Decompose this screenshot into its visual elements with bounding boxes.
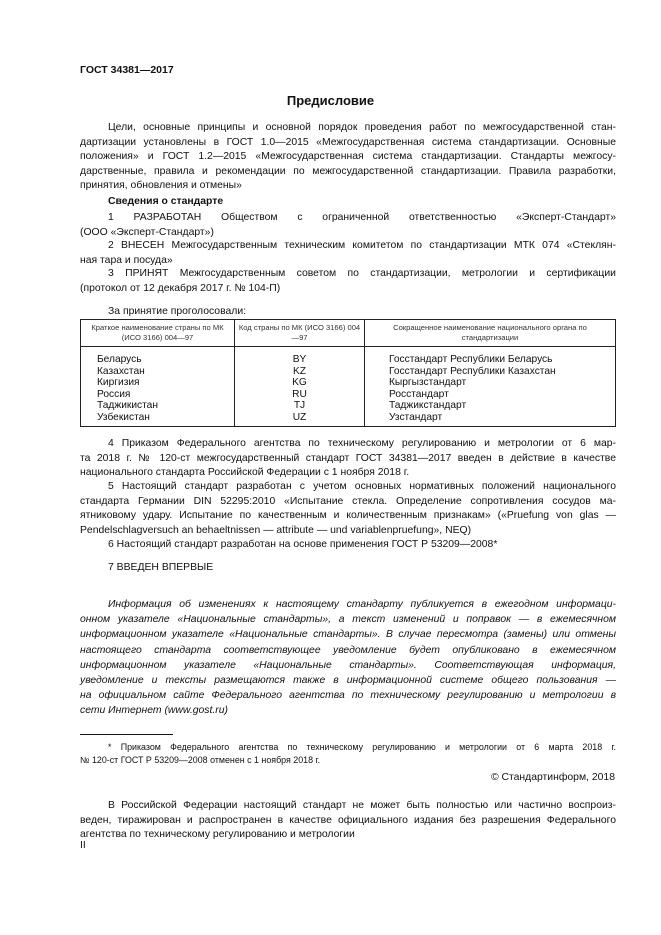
table-row bbox=[81, 389, 616, 401]
item-5-line: 5 Настоящий стандарт разработан с учетом основных нормативных положений национального bbox=[108, 481, 616, 492]
info-line: информационном указателе «Национальные стандарты». В случае пересмотра (замены) или отмены bbox=[80, 629, 616, 641]
country-cell: Киргизия bbox=[81, 377, 235, 389]
code-cell: KG bbox=[235, 377, 365, 389]
table-header-body: Сокращенное наименование национального органа по стандартизации bbox=[365, 320, 616, 347]
code-cell: RU bbox=[235, 389, 365, 401]
item-5-line: ятниковому удару. Испытание по качественным и количественным признакам» («Pruefung von glas — bbox=[80, 510, 616, 521]
item-6 bbox=[80, 538, 616, 553]
code-cell: BY bbox=[235, 347, 365, 366]
table-header-row bbox=[81, 320, 616, 347]
item-1 bbox=[80, 211, 616, 240]
code-cell: KZ bbox=[235, 366, 365, 378]
info-line: Информация об изменениях к настоящему стандарту публикуется в ежегодном информаци- bbox=[108, 599, 616, 610]
footnote-line: № 120-ст ГОСТ Р 53209—2008 отменен с 1 ноября 2018 г. bbox=[80, 754, 321, 765]
footnote-line: * Приказом Федерального агентства по техническому регулированию и метрологии от 6 марта 2018 г. bbox=[108, 742, 616, 752]
country-cell: Таджикистан bbox=[81, 400, 235, 412]
item-1-line: 1 РАЗРАБОТАН Обществом с ограниченной ответственностью «Эксперт-Стандарт» bbox=[108, 212, 616, 223]
table-row bbox=[81, 412, 616, 427]
votes-intro: За принятие проголосовали: bbox=[108, 306, 247, 317]
intro-line: дарственные, правила и рекомендации по межгосударственной стандартизации. Правила разработки, bbox=[80, 165, 616, 177]
table-row bbox=[81, 377, 616, 389]
footnote bbox=[80, 741, 616, 766]
item-2-line: 2 ВНЕСЕН Межгосударственным техническим комитетом по стандартизации МТК 074 «Стеклян- bbox=[108, 240, 616, 251]
info-line: на официальном сайте Федерального агентства по техническому регулированию и метрологии в bbox=[80, 690, 616, 702]
rights-line: В Российской Федерации настоящий стандарт не может быть полностью или частично воспроиз- bbox=[108, 800, 616, 811]
intro-line: положения» и ГОСТ 1.2—2015 «Межгосударственная система стандартизации. Стандарты межгосу- bbox=[80, 151, 616, 162]
copyright-notice: © Стандартинформ, 2018 bbox=[490, 772, 615, 783]
table-row bbox=[81, 366, 616, 378]
country-cell: Казахстан bbox=[81, 366, 235, 378]
item-3-line: 3 ПРИНЯТ Межгосударственным советом по стандартизации, метрологии и сертификации bbox=[108, 268, 616, 279]
table-header-code: Код страны по МК (ИСО 3166) 004—97 bbox=[235, 320, 365, 347]
item-4-line: национального стандарта Российской Федерации с 1 ноября 2018 г. bbox=[80, 467, 410, 478]
info-line: сети Интернет (www.gost.ru) bbox=[80, 705, 228, 717]
footnote-divider bbox=[80, 734, 173, 735]
body-cell: Таджикстандарт bbox=[365, 400, 616, 412]
rights-notice bbox=[80, 799, 616, 843]
document-code-header: ГОСТ 34381—2017 bbox=[80, 64, 174, 76]
intro-line: Цели, основные принципы и основной порядок проведения работ по межгосударственной стан- bbox=[108, 122, 616, 133]
info-notice bbox=[80, 597, 616, 719]
body-cell: Госстандарт Республики Казахстан bbox=[365, 366, 616, 378]
table-row bbox=[81, 400, 616, 412]
country-cell: Россия bbox=[81, 389, 235, 401]
item-4-line: 4 Приказом Федерального агентства по техническому регулированию и метрологии от 6 мар- bbox=[108, 438, 616, 449]
country-cell: Беларусь bbox=[81, 347, 235, 366]
body-cell: Узстандарт bbox=[365, 412, 616, 427]
item-5-line: Pendelschlagversuch an behaeltnissen — attribute — und variablenpruefung», NEQ) bbox=[80, 524, 472, 536]
table-row bbox=[81, 347, 616, 366]
intro-line: дартизации установлены в ГОСТ 1.0—2015 «Межгосударственная система стандартизации. Основные bbox=[80, 136, 616, 148]
item-7-line: 7 ВВЕДЕН ВПЕРВЫЕ bbox=[108, 562, 214, 573]
country-cell: Узбекистан bbox=[81, 412, 235, 427]
item-4-line: та 2018 г. № 120-ст межгосударственный стандарт ГОСТ 34381—2017 введен в действие в качестве bbox=[80, 452, 616, 464]
item-6-line: 6 Настоящий стандарт разработан на основе применения ГОСТ Р 53209—2008* bbox=[108, 539, 498, 550]
item-3-line: (протокол от 12 декабря 2017 г. № 104-П) bbox=[80, 282, 281, 294]
page-number: II bbox=[80, 840, 86, 851]
body-cell: Росстандарт bbox=[365, 389, 616, 401]
body-cell: Госстандарт Республики Беларусь bbox=[365, 347, 616, 366]
item-5 bbox=[80, 480, 616, 538]
table-header-country: Краткое наименование страны по МК (ИСО 3166) 004—97 bbox=[81, 320, 235, 347]
info-line: информационном указателе «Национальные стандарты». Соответствующая информация, bbox=[80, 659, 616, 671]
section-title: Сведения о стандарте bbox=[108, 196, 224, 207]
info-line: настоящего стандарта соответствующее уведомление будет опубликовано в ежемесячном bbox=[80, 644, 616, 656]
item-7 bbox=[80, 561, 616, 576]
rights-line: агентства по техническому регулированию и метрологии bbox=[80, 829, 355, 840]
item-4 bbox=[80, 437, 616, 481]
rights-line: веден, тиражирован и распространен в качестве официального издания без разрешения Федерального bbox=[80, 814, 616, 826]
item-2-line: ная тара и посуда» bbox=[80, 254, 173, 266]
body-cell: Кыргызстандарт bbox=[365, 377, 616, 389]
item-3 bbox=[80, 267, 616, 296]
item-2 bbox=[80, 239, 616, 268]
intro-paragraph bbox=[80, 121, 616, 194]
info-line: онном указателе «Национальные стандарты», а текст изменений и поправок — в ежемесячном bbox=[80, 614, 616, 626]
votes-table bbox=[80, 319, 616, 427]
intro-line: принятия, обновления и отмены» bbox=[80, 180, 242, 191]
item-1-line: (ООО «Эксперт-Стандарт») bbox=[80, 226, 214, 238]
page-title: Предисловие bbox=[286, 93, 375, 108]
code-cell: UZ bbox=[235, 412, 365, 427]
item-5-line: стандарта Германии DIN 52295:2010 «Испытание стекла. Определение сопротивления сосудов ма- bbox=[80, 495, 616, 507]
info-line: уведомление и тексты размещаются также в информационной системе общего пользования — bbox=[80, 675, 616, 687]
code-cell: TJ bbox=[235, 400, 365, 412]
